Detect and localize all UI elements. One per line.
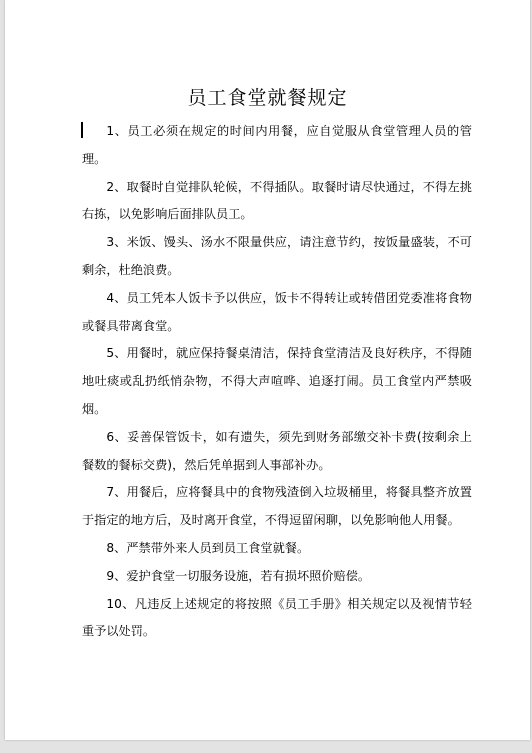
- document-page: [5, 0, 530, 740]
- rule-paragraph-5: 5、用餐时，就应保持餐桌清洁，保持食堂清洁及良好秩序，不得随地吐痰或乱扔纸悄杂物，不得大声喧哗、追逐打闹。员工食堂内严禁吸烟。: [82, 346, 472, 416]
- rule-paragraph-1: 1、员工必须在规定的时间内用餐，应自觉服从食堂管理人员的管理。: [82, 124, 472, 166]
- rule-paragraph-2: 2、取餐时自觉排队轮候，不得插队。取餐时请尽快通过，不得左挑右拣，以免影响后面排队员工。: [82, 179, 472, 222]
- rule-paragraph-7: 7、用餐后，应将餐具中的食物残渣倒入垃圾桶里，将餐具整齐放置于指定的地方后，及时离开食堂，不得逗留闲聊，以免影响他人用餐。: [82, 485, 472, 528]
- rule-paragraph-10: 10、凡违反上述规定的将按照《员工手册》相关规定以及视情节轻重予以处罚。: [82, 596, 472, 639]
- rule-paragraph-6: 6、妥善保管饭卡，如有遗失，须先到财务部缴交补卡费(按剩余上餐数的餐标交费)，然后凭单据到人事部补办。: [82, 429, 472, 472]
- document-title: 员工食堂就餐规定: [187, 87, 348, 109]
- rule-paragraph-8: 8、严禁带外来人员到员工食堂就餐。: [106, 540, 310, 555]
- document-body[interactable]: [82, 118, 472, 646]
- rule-paragraph-4: 4、员工凭本人饭卡予以供应，饭卡不得转让或转借团党委准将食物或餐具带离食堂。: [82, 290, 472, 333]
- rule-paragraph-9: 9、爱护食堂一切服务设施，若有损坏照价赔偿。: [106, 568, 371, 583]
- rule-paragraph-3: 3、米饭、馒头、汤水不限量供应，请注意节约，按饭量盛装，不可剩余，杜绝浪费。: [82, 235, 472, 277]
